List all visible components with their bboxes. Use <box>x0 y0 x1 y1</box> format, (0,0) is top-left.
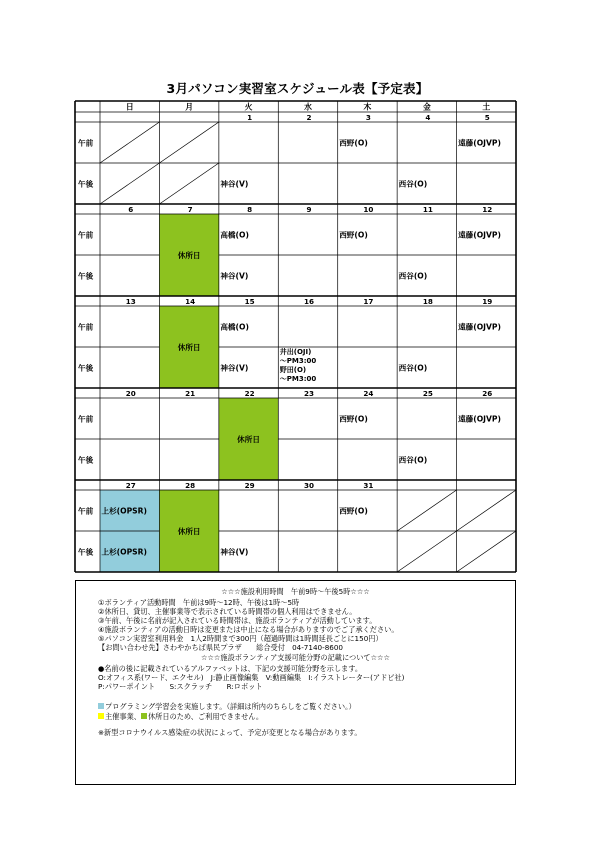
volunteer-entry: 西野(O) <box>339 230 368 240</box>
volunteer-entry: 西谷(O) <box>398 363 428 373</box>
volunteer-entry: 上杉(OPSR) <box>101 547 147 557</box>
date-number: 3 <box>365 113 371 122</box>
diagonal-strike <box>100 122 159 163</box>
date-number: 18 <box>422 297 433 306</box>
date-number: 4 <box>425 113 431 122</box>
date-number: 25 <box>422 389 433 398</box>
volunteer-entry: 神谷(V) <box>220 363 249 373</box>
date-number: 24 <box>363 389 374 398</box>
date-number: 1 <box>247 113 253 122</box>
volunteer-entry: 高橋(O) <box>220 322 249 332</box>
volunteer-entry <box>280 347 317 383</box>
weekday-header: 金 <box>422 102 431 112</box>
volunteer-entry: 西野(O) <box>339 414 368 424</box>
fields-intro: ●名前の後に記載されているアルファベットは、下記の支援可能分野を示します。 <box>98 664 363 673</box>
date-number: 5 <box>484 113 490 122</box>
legend-yellow-square <box>98 713 104 719</box>
date-number: 22 <box>244 389 255 398</box>
entry-line: 野田(O) <box>279 366 307 374</box>
diagonal-strike <box>397 490 456 531</box>
legend-closed-text: 休所日のため、ご利用できません。 <box>147 712 264 721</box>
date-number: 26 <box>482 389 493 398</box>
date-number: 13 <box>125 297 136 306</box>
volunteer-entry: 上杉(OPSR) <box>101 506 147 516</box>
note-item-1: ①ボランティア活動時間 午前は9時～12時、午後は1時～5時 <box>98 598 300 607</box>
date-number: 7 <box>187 205 193 214</box>
slot-label-pm: 午後 <box>78 179 94 189</box>
date-number: 9 <box>306 205 312 214</box>
volunteer-entry: 遠藤(OJVP) <box>458 230 501 240</box>
date-number: 10 <box>363 205 374 214</box>
date-number: 14 <box>185 297 196 306</box>
volunteer-entry: 西野(O) <box>339 506 368 516</box>
date-number: 8 <box>247 205 253 214</box>
weekday-header: 水 <box>304 102 312 112</box>
diagonal-strike <box>159 163 218 204</box>
date-number: 12 <box>482 205 493 214</box>
legend-event-text: 主催事業、 <box>105 712 141 721</box>
date-number: 31 <box>363 481 374 490</box>
diagonal-strike <box>159 122 218 163</box>
date-number: 20 <box>125 389 136 398</box>
date-number: 15 <box>244 297 255 306</box>
diagonal-strike <box>397 531 456 572</box>
hours-header: ☆☆☆施設利用時間 午前9時～午後5時☆☆☆ <box>221 587 370 596</box>
volunteer-entry: 遠藤(OJVP) <box>458 414 501 424</box>
date-number: 2 <box>306 113 312 122</box>
date-number: 16 <box>303 297 315 306</box>
date-number: 28 <box>185 481 196 490</box>
slot-label-am: 午前 <box>78 414 94 424</box>
page-title: 3月パソコン実習室スケジュール表【予定表】 <box>166 81 429 96</box>
slot-label-am: 午前 <box>78 322 94 332</box>
volunteer-entry: 西谷(O) <box>398 271 428 281</box>
date-number: 11 <box>422 205 433 214</box>
date-number: 17 <box>363 297 374 306</box>
entry-line: 井出(OJI) <box>279 348 312 356</box>
contact-line: 【お問い合わせ先】さわやかちば県民プラザ 総合受付 04-7140-8600 <box>98 643 343 652</box>
date-number: 21 <box>185 389 196 398</box>
date-number: 27 <box>125 481 136 490</box>
date-number: 19 <box>482 297 493 306</box>
entry-line: ～PM3:00 <box>279 375 317 383</box>
legend-programming <box>98 702 356 711</box>
entry-line: ～PM3:00 <box>279 357 317 365</box>
note-item-3: ③午前、午後に名前が記入されている時間帯は、施設ボランティアが活動しています。 <box>98 616 377 625</box>
holiday-label: 休所日 <box>237 435 260 444</box>
weekday-header: 日 <box>125 102 134 112</box>
footer-note: ※新型コロナウイルス感染症の状況によって、予定が変更となる場合があります。 <box>98 728 362 737</box>
holiday-label: 休所日 <box>177 251 201 260</box>
holiday-label: 休所日 <box>177 527 201 536</box>
fields-codes-2: P:パワーポイント S:スクラッチ R:ロボット <box>98 682 263 691</box>
diagonal-strike <box>100 163 159 204</box>
date-number: 29 <box>244 481 255 490</box>
legend-closed <box>98 712 263 721</box>
weekday-header: 木 <box>363 102 372 112</box>
note-item-4: ④施設ボランティアの活動日時は変更または中止になる場合がありますのでご了承ください。 <box>98 625 399 634</box>
volunteer-entry: 西谷(O) <box>398 455 428 465</box>
weekday-header: 月 <box>185 102 194 112</box>
fields-header: ☆☆☆施設ボランティア支援可能分野の記載について☆☆☆ <box>201 653 390 662</box>
diagonal-strike <box>457 531 516 572</box>
date-number: 30 <box>303 481 315 490</box>
volunteer-entry: 神谷(V) <box>220 179 249 189</box>
volunteer-entry: 西野(O) <box>339 138 368 148</box>
holiday-label: 休所日 <box>177 343 201 352</box>
weekday-header: 土 <box>482 102 491 112</box>
slot-label-pm: 午後 <box>78 271 94 281</box>
note-item-5: ⑤パソコン実習室利用料金 1人2時間まで300円（超過時間は1時間延長ごとに150円） <box>98 634 383 643</box>
fields-codes-1: O:オフィス系(ワード、エクセル) J:静止画像編集 V:動画編集 I:イラストレーター(アドビ社) <box>98 673 405 682</box>
volunteer-entry: 遠藤(OJVP) <box>458 322 501 332</box>
slot-label-am: 午前 <box>78 230 94 240</box>
slot-label-am: 午前 <box>78 138 94 148</box>
volunteer-entry: 高橋(O) <box>220 230 249 240</box>
date-number: 6 <box>128 205 134 214</box>
volunteer-entry: 遠藤(OJVP) <box>458 138 501 148</box>
legend-programming-text: プログラミング学習会を実施します。（詳細は所内のちらしをご覧ください。） <box>105 702 356 711</box>
volunteer-entry: 西谷(O) <box>398 179 428 189</box>
slot-label-pm: 午後 <box>78 455 94 465</box>
note-item-2: ②休所日、貸切、主催事業等で表示されている時間帯の個人利用はできません。 <box>98 607 357 616</box>
slot-label-am: 午前 <box>78 506 94 516</box>
weekday-header: 火 <box>244 102 253 112</box>
volunteer-entry: 神谷(V) <box>220 271 249 281</box>
legend-green-square <box>141 713 147 719</box>
slot-label-pm: 午後 <box>78 363 94 373</box>
legend-blue-square <box>98 703 104 709</box>
date-number: 23 <box>303 389 315 398</box>
volunteer-entry: 神谷(V) <box>220 547 249 557</box>
diagonal-strike <box>457 490 516 531</box>
slot-label-pm: 午後 <box>78 547 94 557</box>
